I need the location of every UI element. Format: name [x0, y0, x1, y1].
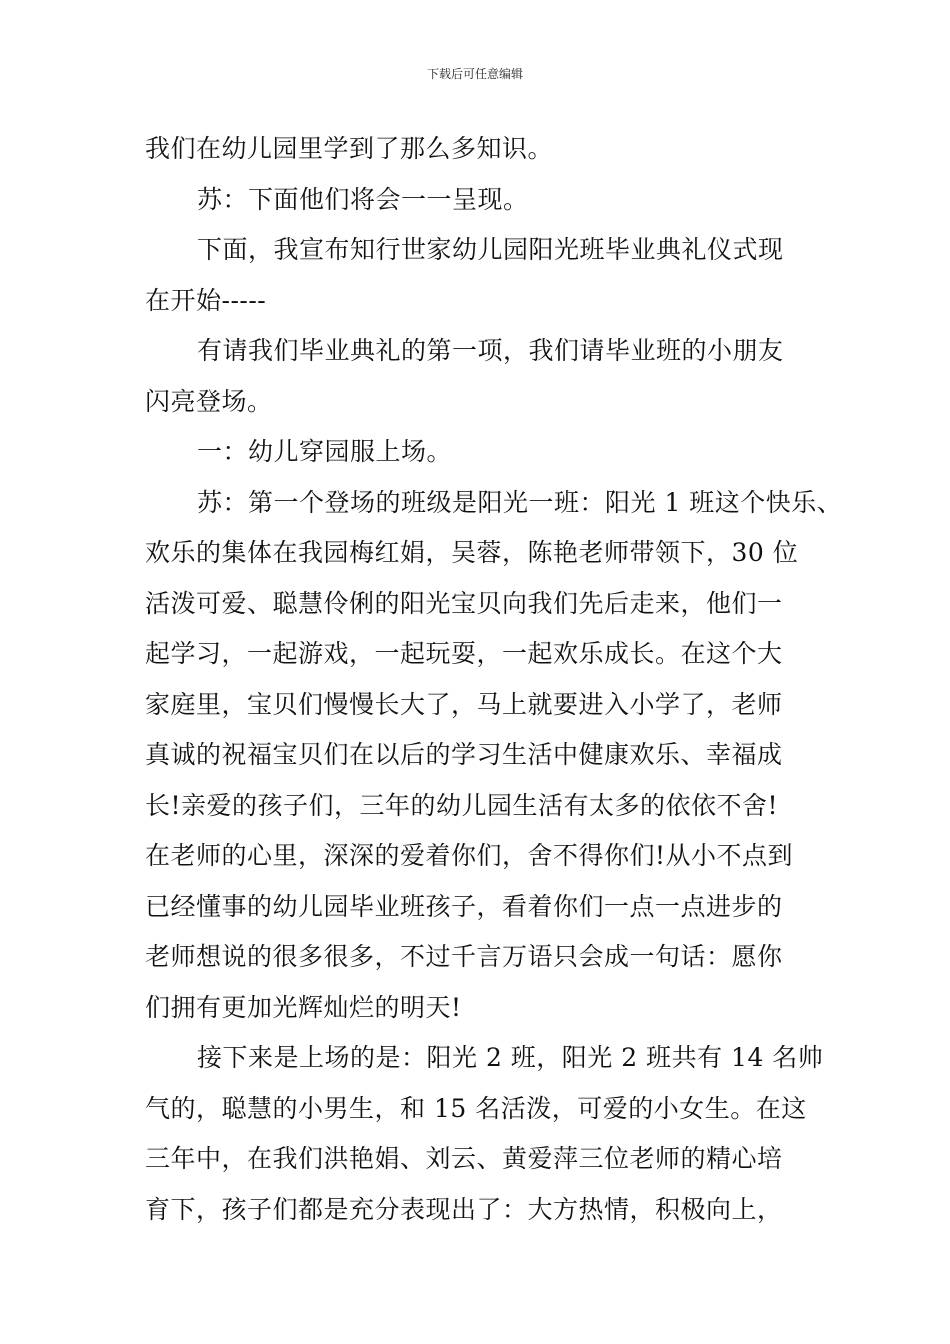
text-line: 家庭里，宝贝们慢慢长大了，马上就要进入小学了，老师 — [145, 689, 783, 719]
body-text — [145, 124, 843, 1235]
text-line: 活泼可爱、聪慧伶俐的阳光宝贝向我们先后走来，他们一 — [145, 588, 783, 618]
text-line: 们拥有更加光辉灿烂的明天! — [145, 992, 462, 1022]
text-line: 下面，我宣布知行世家幼儿园阳光班毕业典礼仪式现 — [197, 235, 784, 264]
text-line: 老师想说的很多很多，不过千言万语只会成一句话：愿你 — [145, 942, 783, 971]
text-line: 在老师的心里，深深的爱着你们，舍不得你们!从小不点到 — [145, 841, 794, 870]
text-line: 欢乐的集体在我园梅红娟，吴蓉，陈艳老师带领下，30 位 — [145, 538, 799, 567]
text-line: 气的，聪慧的小男生，和 15 名活泼，可爱的小女生。在这 — [145, 1093, 807, 1123]
text-line: 一：幼儿穿园服上场。 — [197, 437, 453, 466]
text-line: 接下来是上场的是：阳光 2 班，阳光 2 班共有 14 名帅 — [197, 1043, 824, 1072]
text-line: 真诚的祝福宝贝们在以后的学习生活中健康欢乐、幸福成 — [145, 740, 783, 769]
text-line: 已经懂事的幼儿园毕业班孩子，看着你们一点一点进步的 — [145, 891, 783, 921]
text-line: 苏：下面他们将会一一呈现。 — [197, 184, 529, 214]
text-line: 苏：第一个登场的班级是阳光一班：阳光 1 班这个快乐、 — [197, 487, 843, 517]
text-line: 长!亲爱的孩子们，三年的幼儿园生活有太多的依依不舍! — [145, 790, 779, 820]
text-line: 三年中，在我们洪艳娟、刘云、黄爱萍三位老师的精心培 — [145, 1144, 783, 1173]
text-line: 闪亮登场。 — [145, 386, 273, 416]
text-line: 在开始----- — [145, 285, 267, 315]
text-line: 育下，孩子们都是充分表现出了：大方热情，积极向上， — [145, 1194, 783, 1224]
text-line: 我们在幼儿园里学到了那么多知识。 — [145, 134, 554, 163]
page-header: 下载后可任意编辑 — [426, 67, 523, 81]
text-line: 有请我们毕业典礼的第一项，我们请毕业班的小朋友 — [197, 336, 784, 365]
text-line: 起学习，一起游戏，一起玩耍，一起欢乐成长。在这个大 — [145, 639, 783, 668]
